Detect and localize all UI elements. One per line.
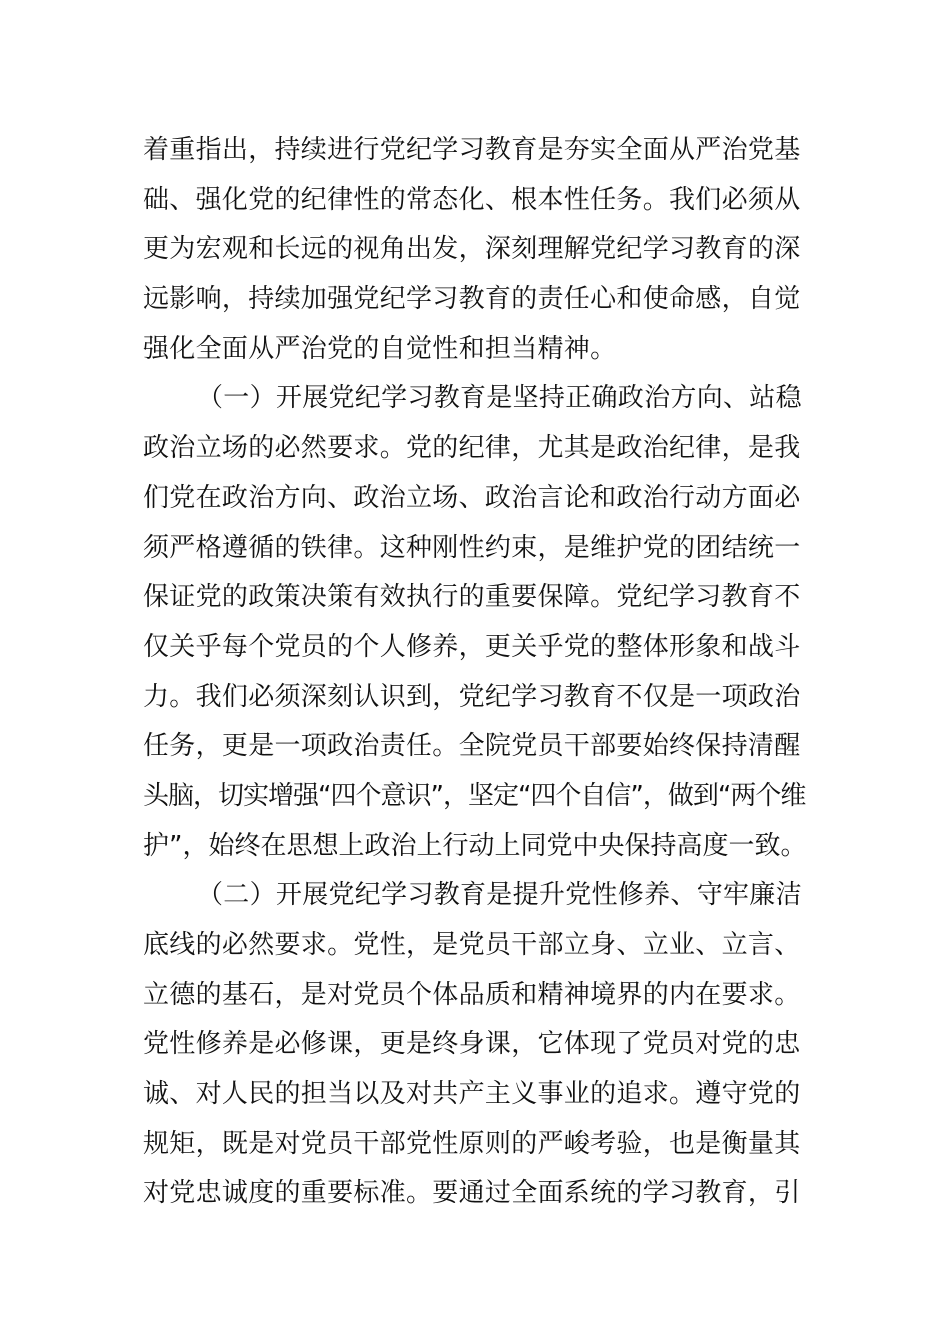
text-line: 力。我们必须深刻认识到，党纪学习教育不仅是一项政治 — [143, 681, 801, 712]
text-line: 须严格遵循的铁律。这种刚性约束，是维护党的团结统一 — [143, 532, 801, 563]
text-line: 规矩，既是对党员干部党性原则的严峻考验，也是衡量其 — [143, 1128, 801, 1159]
text-line: 政治立场的必然要求。党的纪律，尤其是政治纪律，是我 — [143, 433, 801, 464]
text-line: 护”，始终在思想上政治上行动上同党中央保持高度一致。 — [143, 830, 807, 861]
text-line: 仅关乎每个党员的个人修养，更关乎党的整体形象和战斗 — [143, 631, 801, 662]
text-line: 强化全面从严治党的自觉性和担当精神。 — [143, 333, 617, 364]
text-line: 础、强化党的纪律性的常态化、根本性任务。我们必须从 — [143, 184, 801, 215]
text-line: 们党在政治方向、政治立场、政治言论和政治行动方面必 — [143, 482, 801, 513]
text-line: 任务，更是一项政治责任。全院党员干部要始终保持清醒 — [143, 731, 801, 762]
text-line: （二）开展党纪学习教育是提升党性修养、守牢廉洁 — [197, 880, 802, 911]
text-line: 对党忠诚度的重要标准。要通过全面系统的学习教育，引 — [143, 1178, 801, 1209]
text-line: （一）开展党纪学习教育是坚持正确政治方向、站稳 — [197, 383, 802, 414]
text-line: 远影响，持续加强党纪学习教育的责任心和使命感，自觉 — [143, 284, 801, 315]
text-line: 头脑，切实增强“四个意识”，坚定“四个自信”，做到“两个维 — [143, 780, 806, 811]
text-line: 更为宏观和长远的视角出发，深刻理解党纪学习教育的深 — [143, 234, 801, 265]
text-line: 底线的必然要求。党性，是党员干部立身、立业、立言、 — [143, 930, 801, 960]
text-line: 保证党的政策决策有效执行的重要保障。党纪学习教育不 — [143, 582, 801, 613]
text-line: 诚、对人民的担当以及对共产主义事业的追求。遵守党的 — [143, 1079, 801, 1110]
text-line: 立德的基石，是对党员个体品质和精神境界的内在要求。 — [143, 979, 801, 1010]
text-line: 党性修养是必修课，更是终身课，它体现了党员对党的忠 — [143, 1029, 801, 1060]
text-line: 着重指出，持续进行党纪学习教育是夯实全面从严治党基 — [143, 135, 801, 165]
body-text — [143, 126, 807, 1219]
